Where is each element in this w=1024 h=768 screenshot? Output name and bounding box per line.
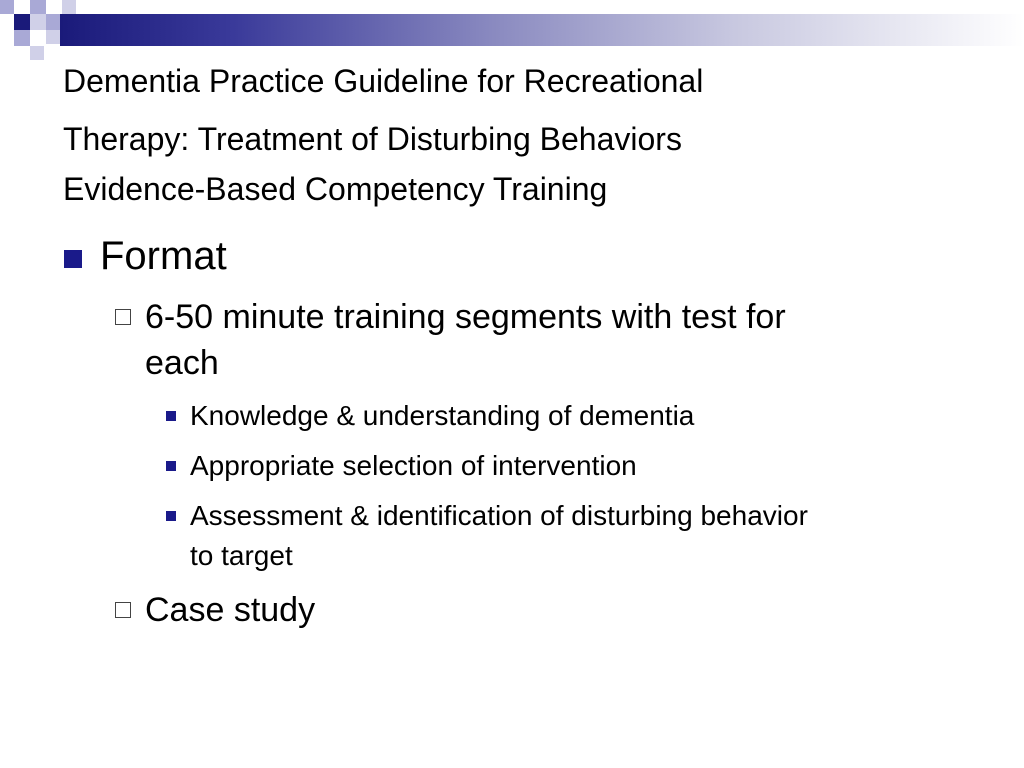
bullet-knowledge [166,396,966,436]
decor-square [30,46,44,60]
decor-square [30,14,46,30]
bullet-text [190,496,808,576]
bullet-text: Format [100,234,227,278]
bullet-format [64,232,227,280]
small-square-bullet-icon [166,461,176,471]
decor-square [46,14,60,30]
decor-square [0,0,14,14]
bullet-text: Case study [145,591,316,629]
bullet-text [145,294,786,386]
bullet-text-line-2: to target [190,540,293,571]
decor-square [46,30,60,44]
decor-square [14,30,30,46]
decor-square [30,0,46,14]
bullet-text: Appropriate selection of intervention [190,450,637,481]
bullet-case-study [115,587,915,633]
slide-title [63,52,963,218]
title-line-2: Therapy: Treatment of Disturbing Behaviors [63,121,682,157]
bullet-text-line-2: each [145,344,219,382]
title-line-1: Dementia Practice Guideline for Recreational [63,63,704,99]
hollow-square-bullet-icon [115,309,131,325]
square-bullet-icon [64,250,82,268]
bullet-selection [166,446,966,486]
title-line-3: Evidence-Based Competency Training [63,171,608,207]
hollow-square-bullet-icon [115,602,131,618]
bullet-text: Knowledge & understanding of dementia [190,400,695,431]
bullet-text-line-1: Assessment & identification of disturbing behavior [190,500,808,531]
bullet-assessment [166,496,966,576]
bullet-text-line-1: 6-50 minute training segments with test for [145,298,786,336]
decor-square [14,14,30,30]
small-square-bullet-icon [166,411,176,421]
decor-square [62,0,76,14]
small-square-bullet-icon [166,511,176,521]
bullet-training-segments [115,294,915,386]
header-gradient-band [60,14,1024,46]
